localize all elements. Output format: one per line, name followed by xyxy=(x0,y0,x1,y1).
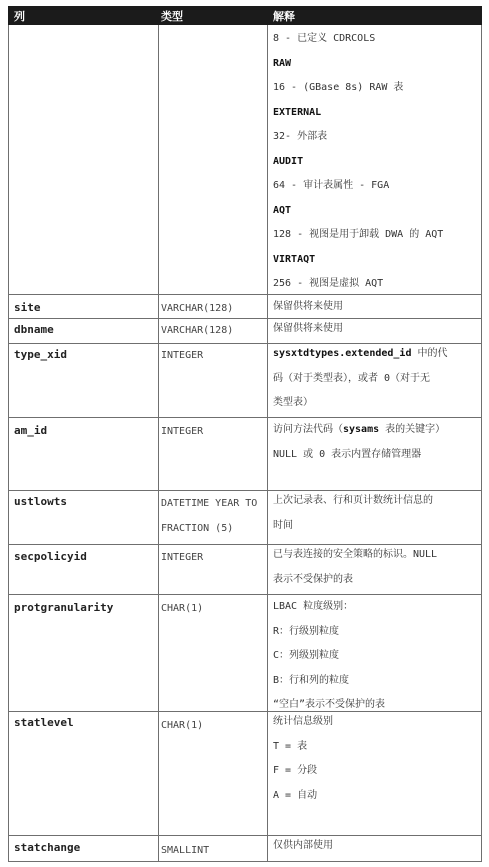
catalog-reference: sysxtdtypes.extended_id xyxy=(273,348,412,359)
explanation-text: F = 分段 xyxy=(273,765,318,776)
explanation-text: LBAC 粒度级别： xyxy=(273,601,354,612)
explanation-text: R：行级别粒度 xyxy=(273,625,340,637)
explanation-text: 时间 xyxy=(273,519,293,531)
explanation-line xyxy=(273,620,482,645)
table-border xyxy=(481,595,482,712)
header-type: 类型 xyxy=(161,10,183,23)
explanation-line xyxy=(273,418,482,443)
explanation-line xyxy=(273,342,482,367)
type-cell xyxy=(161,839,263,864)
table-border xyxy=(8,295,9,319)
column-divider xyxy=(267,712,268,836)
explanation-line xyxy=(273,367,482,392)
table-row xyxy=(8,712,482,836)
table-border xyxy=(481,545,482,595)
column-divider xyxy=(267,295,268,319)
explanation-cell xyxy=(273,342,482,416)
explanation-text: “空白”表示不受保护的表 xyxy=(273,699,386,710)
explanation-cell xyxy=(273,595,482,718)
table-border xyxy=(481,491,482,545)
column-divider xyxy=(267,418,268,491)
flag-name: EXTERNAL xyxy=(273,106,322,118)
explanation-text: 码（对于类型表），或者 0（对于无 xyxy=(273,372,431,384)
explanation-line xyxy=(273,568,482,593)
column-name-cell: secpolicyid xyxy=(14,550,87,563)
table-border xyxy=(481,344,482,418)
type-line: VARCHAR(128) xyxy=(161,303,234,314)
explanation-line xyxy=(273,489,482,514)
flag-name: VIRTAQT xyxy=(273,253,316,265)
column-divider xyxy=(158,295,159,319)
header-column: 列 xyxy=(14,10,25,23)
table-border xyxy=(8,712,9,836)
table-row xyxy=(8,295,482,319)
explanation-cell xyxy=(273,710,482,808)
type-cell xyxy=(161,420,263,445)
flag-name: RAW xyxy=(273,57,292,69)
table-header xyxy=(8,6,482,25)
explanation-text: A = 自动 xyxy=(273,789,318,801)
column-name-cell: type_xid xyxy=(14,348,67,361)
table-border xyxy=(8,491,9,545)
explanation-line xyxy=(273,710,482,735)
explanation-text: 类型表） xyxy=(273,397,313,408)
explanation-text: NULL 或 0 表示内置存储管理器 xyxy=(273,448,422,460)
explanation-line xyxy=(273,735,482,760)
column-name-cell: site xyxy=(14,301,41,314)
explanation-text: T = 表 xyxy=(273,740,308,752)
column-divider xyxy=(158,545,159,595)
table-border xyxy=(481,25,482,295)
table-border xyxy=(8,344,9,418)
type-line: INTEGER xyxy=(161,426,204,437)
explanation-line xyxy=(273,543,482,568)
explanation-line xyxy=(273,391,482,416)
table-row xyxy=(8,595,482,712)
table-row xyxy=(8,491,482,545)
explanation-cell xyxy=(273,489,482,538)
explanation-line xyxy=(273,443,482,468)
table-row xyxy=(8,545,482,595)
type-cell xyxy=(161,297,263,322)
table-border xyxy=(8,595,9,712)
column-divider xyxy=(158,319,159,344)
explanation-text: 统计信息级别 xyxy=(273,716,333,727)
flag-value: 128 - 视图是用于卸载 DWA 的 AQT xyxy=(273,229,444,240)
type-line: SMALLINT xyxy=(161,845,210,856)
column-name-cell: statlevel xyxy=(14,716,74,729)
explanation-line xyxy=(273,295,482,320)
type-line: CHAR(1) xyxy=(161,720,204,731)
table-border xyxy=(8,836,9,862)
type-line: FRACTION (5) xyxy=(161,522,234,534)
column-divider xyxy=(267,545,268,595)
table-border xyxy=(481,319,482,344)
catalog-reference: sysams xyxy=(343,424,380,435)
explanation-text: 已与表连接的安全策略的标识。NULL xyxy=(273,549,438,560)
table-border xyxy=(481,295,482,319)
explanation-text: C：列级别粒度 xyxy=(273,650,340,661)
explanation-cell xyxy=(273,834,482,859)
explanation-text: 表的关键字） xyxy=(379,424,446,435)
explanation-text: 表示不受保护的表 xyxy=(273,573,353,585)
explanation-text: 访问方法代码（ xyxy=(273,424,343,435)
table-row xyxy=(8,319,482,344)
explanation-cell xyxy=(273,295,482,320)
type-line: DATETIME YEAR TO xyxy=(161,498,258,509)
column-divider xyxy=(158,418,159,491)
type-cell xyxy=(161,597,263,622)
type-cell xyxy=(161,546,263,571)
explanation-text: 仅供内部使用 xyxy=(273,840,333,851)
column-divider xyxy=(158,595,159,712)
explanation-line xyxy=(273,514,482,539)
explanation-line xyxy=(273,669,482,694)
type-line: VARCHAR(128) xyxy=(161,325,234,336)
table-border xyxy=(481,418,482,491)
column-divider xyxy=(267,25,268,295)
column-divider xyxy=(267,319,268,344)
table-row xyxy=(8,344,482,418)
type-cell xyxy=(161,319,263,344)
flag-value: 8 - 已定义 CDRCOLS xyxy=(273,33,376,44)
table-border xyxy=(8,25,9,295)
explanation-text: 保留供将来使用 xyxy=(273,323,343,334)
explanation-cell xyxy=(273,317,482,342)
flag-name: AQT xyxy=(273,204,292,216)
type-cell xyxy=(161,492,263,541)
column-divider xyxy=(267,836,268,862)
column-divider xyxy=(158,712,159,836)
explanation-text: B：行和列的粒度 xyxy=(273,674,350,686)
explanation-line xyxy=(273,759,482,784)
table-row xyxy=(8,418,482,491)
explanation-text: 上次记录表、行和页计数统计信息的 xyxy=(273,495,433,506)
flag-value: 64 - 审计表属性 - FGA xyxy=(273,180,390,191)
explanation-cell xyxy=(273,543,482,592)
column-name-cell: protgranularity xyxy=(14,601,114,614)
column-name-cell: am_id xyxy=(14,424,48,437)
column-divider xyxy=(158,491,159,545)
column-divider xyxy=(267,344,268,418)
explanation-line xyxy=(273,317,482,342)
flag-name: AUDIT xyxy=(273,155,304,167)
explanation-line xyxy=(273,834,482,859)
type-line: INTEGER xyxy=(161,552,204,563)
column-divider xyxy=(267,491,268,545)
explanation-line xyxy=(273,784,482,809)
explanation-line xyxy=(273,644,482,669)
column-divider xyxy=(158,836,159,862)
type-line: INTEGER xyxy=(161,350,204,361)
column-name-cell: statchange xyxy=(14,841,81,854)
column-divider xyxy=(158,25,159,295)
column-name-cell: ustlowts xyxy=(14,495,67,508)
type-cell xyxy=(161,344,263,369)
explanation-cell xyxy=(273,27,482,297)
explanation-line xyxy=(273,595,482,620)
explanation-cell xyxy=(273,418,482,467)
explanation-text: 保留供将来使用 xyxy=(273,301,343,312)
type-line: CHAR(1) xyxy=(161,603,204,614)
column-divider xyxy=(267,595,268,712)
flag-value: 256 - 视图是虚拟 AQT xyxy=(273,278,384,289)
table-border xyxy=(481,836,482,862)
column-divider xyxy=(158,344,159,418)
flag-value: 32- 外部表 xyxy=(273,131,328,142)
type-cell xyxy=(161,714,263,739)
table-border xyxy=(481,712,482,836)
table-border xyxy=(8,545,9,595)
flag-value: 16 - (GBase 8s) RAW 表 xyxy=(273,82,404,93)
table-border xyxy=(8,418,9,491)
table-border xyxy=(8,319,9,344)
column-name-cell: dbname xyxy=(14,323,54,336)
table-row-continuation xyxy=(8,25,482,295)
header-explanation: 解释 xyxy=(273,10,295,23)
explanation-text: 中的代 xyxy=(411,348,448,359)
table-row xyxy=(8,836,482,862)
